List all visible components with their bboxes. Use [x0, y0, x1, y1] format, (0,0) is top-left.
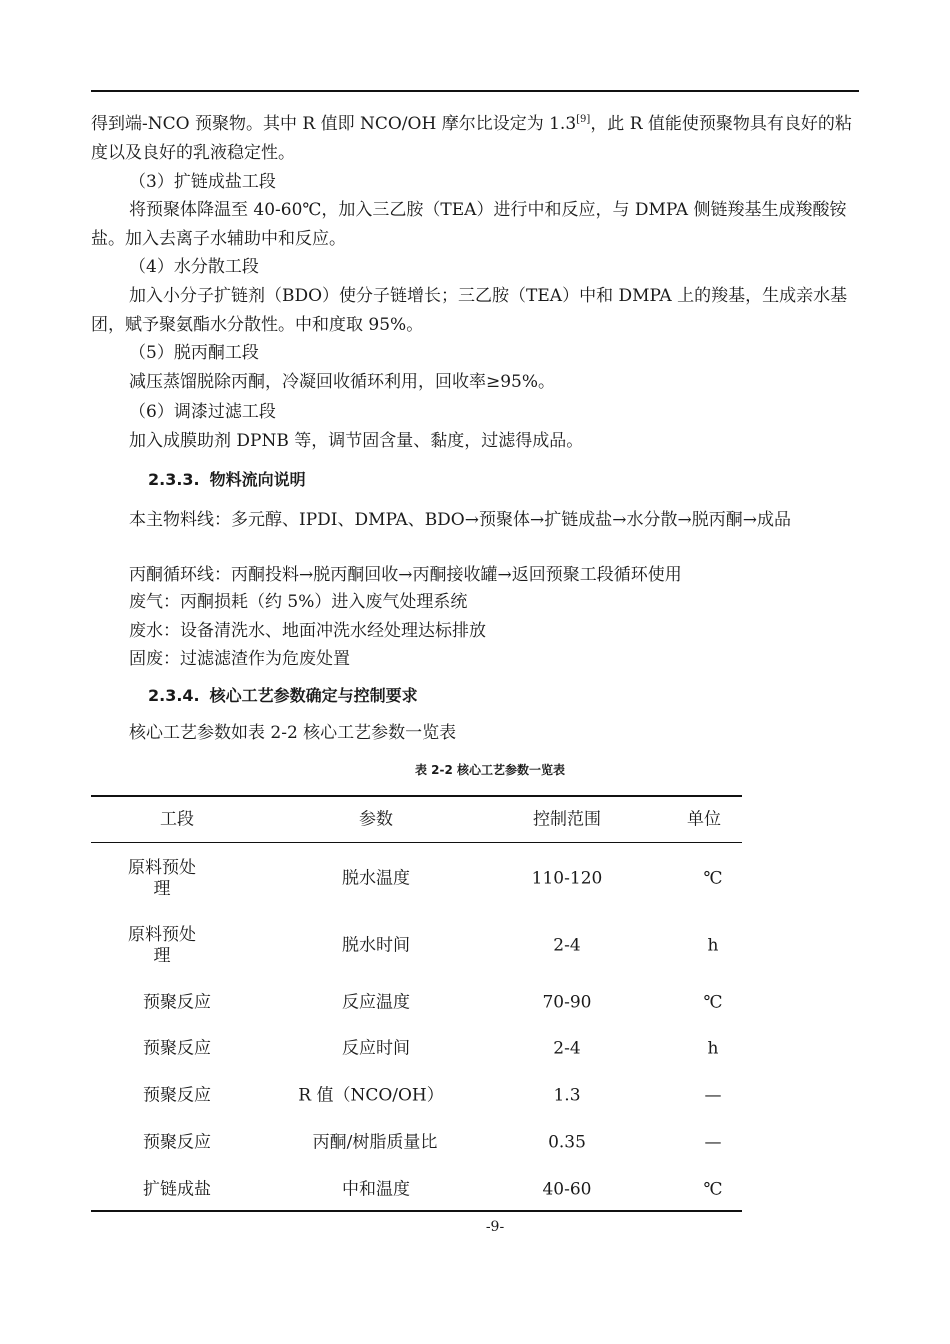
step-6-text: 加入成膜助剂 DPNB 等，调节固含量、黏度，过滤得成品。 — [129, 431, 584, 451]
waste-water-line: 废水：设备清洗水、地面冲洗水经处理达标排放 — [129, 621, 486, 641]
page-number: -9- — [485, 1219, 505, 1235]
step-4-title: （4）水分散工段 — [129, 257, 259, 277]
citation-ref: [9] — [576, 114, 591, 125]
step-3-text: 将预聚体降温至 40-60℃，加入三乙胺（TEA）进行中和反应，与 DMPA 侧链羧基生成羧酸铵盐。加入去离子水辅助中和反应。 — [91, 200, 847, 249]
table-intro: 核心工艺参数如表 2-2 核心工艺参数一览表 — [129, 723, 457, 743]
waste-gas-line: 废气：丙酮损耗（约 5%）进入废气处理系统 — [129, 592, 468, 612]
acetone-loop-line: 丙酮循环线：丙酮投料→脱丙酮回收→丙酮接收罐→返回预聚工段循环使用 — [129, 565, 682, 585]
table-caption: 表 2-2 核心工艺参数一览表 — [414, 763, 566, 777]
header-cell-unit: 单位 — [687, 809, 721, 830]
header-cell-section: 工段 — [160, 809, 194, 830]
paragraph-prepolymer: 得到端-NCO 预聚物。其中 R 值即 NCO/OH 摩尔比设定为 1.3[9]，此 R 值能使预聚物具有良好的粘度以及良好的乳液稳定性。 — [91, 114, 852, 163]
header-cell-parameter: 参数 — [359, 809, 393, 830]
step-6-title: （6）调漆过滤工段 — [129, 402, 276, 422]
step-4-text: 加入小分子扩链剂（BDO）使分子链增长；三乙胺（TEA）中和 DMPA 上的羧基，生成亲水基团，赋予聚氨酯水分散性。中和度取 95%。 — [91, 286, 848, 335]
solid-waste-line: 固废：过滤滤渣作为危废处置 — [129, 649, 350, 669]
header-cell-range: 控制范围 — [533, 809, 601, 830]
step-5-text: 减压蒸馏脱除丙酮，冷凝回收循环利用，回收率≥95%。 — [129, 372, 556, 392]
table-top-rule — [91, 795, 742, 797]
section-heading-2-3-3: 2.3.3. 物料流向说明 — [148, 470, 306, 489]
table-header-rule — [91, 842, 742, 843]
step-5-title: （5）脱丙酮工段 — [129, 343, 259, 363]
step-3-title: （3）扩链成盐工段 — [129, 172, 276, 192]
header-rule — [91, 90, 859, 92]
section-heading-2-3-4: 2.3.4. 核心工艺参数确定与控制要求 — [148, 686, 418, 705]
table-bottom-rule — [91, 1210, 742, 1212]
main-material-line: 本主物料线：多元醇、IPDI、DMPA、BDO→预聚体→扩链成盐→水分散→脱丙酮→成品 — [129, 510, 791, 530]
